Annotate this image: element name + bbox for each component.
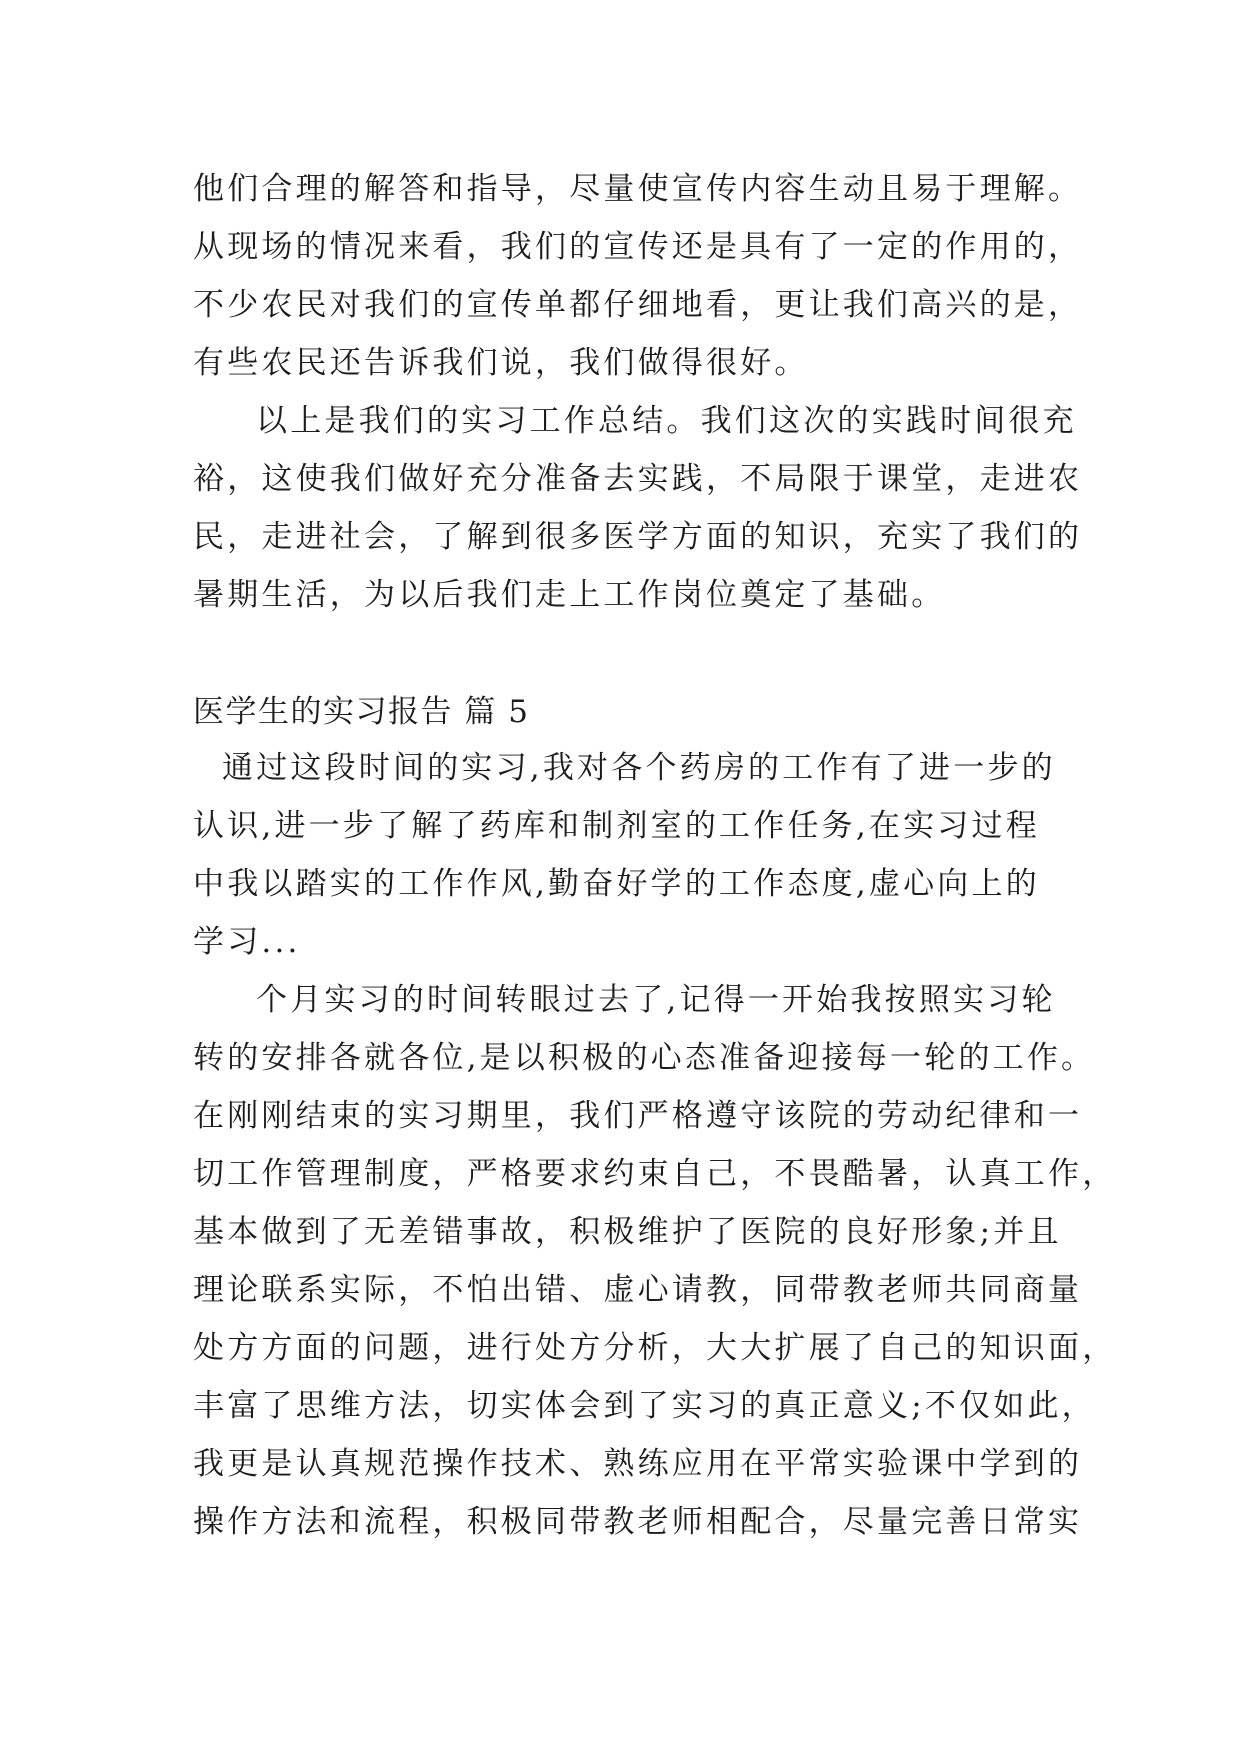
text-line: 转的安排各就各位,是以积极的心态准备迎接每一轮的工作。 <box>193 1040 1096 1076</box>
text-line: 在刚刚结束的实习期里，我们严格遵守该院的劳动纪律和一 <box>193 1098 1083 1134</box>
text-line: 他们合理的解答和指导，尽量使宣传内容生动且易于理解。 <box>193 171 1083 207</box>
text-line: 学习... <box>193 924 301 960</box>
text-line: 通过这段时间的实习,我对各个药房的工作有了进一步的 <box>222 750 1056 786</box>
text-line: 从现场的情况来看，我们的宣传还是具有了一定的作用的， <box>193 229 1083 265</box>
text-line: 民，走进社会，了解到很多医学方面的知识，充实了我们的 <box>193 519 1083 555</box>
text-line: 切工作管理制度，严格要求约束自己，不畏酷暑，认真工作， <box>193 1156 1117 1192</box>
section-title: 医学生的实习报告 篇 5 <box>193 694 530 730</box>
text-line: 认识,进一步了解了药库和制剂室的工作任务,在实习过程 <box>193 808 1040 844</box>
text-line: 中我以踏实的工作作风,勤奋好学的工作态度,虚心向上的 <box>193 866 1040 902</box>
text-line: 暑期生活，为以后我们走上工作岗位奠定了基础。 <box>193 577 946 613</box>
text-line: 操作方法和流程，积极同带教老师相配合，尽量完善日常实 <box>193 1504 1083 1540</box>
text-line: 个月实习的时间转眼过去了,记得一开始我按照实习轮 <box>256 982 1056 1018</box>
text-line: 理论联系实际，不怕出错、虚心请教，同带教老师共同商量 <box>193 1272 1083 1308</box>
text-line: 不少农民对我们的宣传单都仔细地看，更让我们高兴的是， <box>193 287 1083 323</box>
text-line: 裕，这使我们做好充分准备去实践，不局限于课堂，走进农 <box>193 461 1083 497</box>
text-line: 以上是我们的实习工作总结。我们这次的实践时间很充 <box>256 403 1077 439</box>
text-line: 丰富了思维方法，切实体会到了实习的真正意义;不仅如此， <box>193 1388 1096 1424</box>
text-line: 处方方面的问题，进行处方分析，大大扩展了自己的知识面， <box>193 1330 1117 1366</box>
text-line: 基本做到了无差错事故，积极维护了医院的良好形象;并且 <box>193 1214 1062 1250</box>
text-line: 我更是认真规范操作技术、熟练应用在平常实验课中学到的 <box>193 1446 1083 1482</box>
text-line: 有些农民还告诉我们说，我们做得很好。 <box>193 345 809 381</box>
